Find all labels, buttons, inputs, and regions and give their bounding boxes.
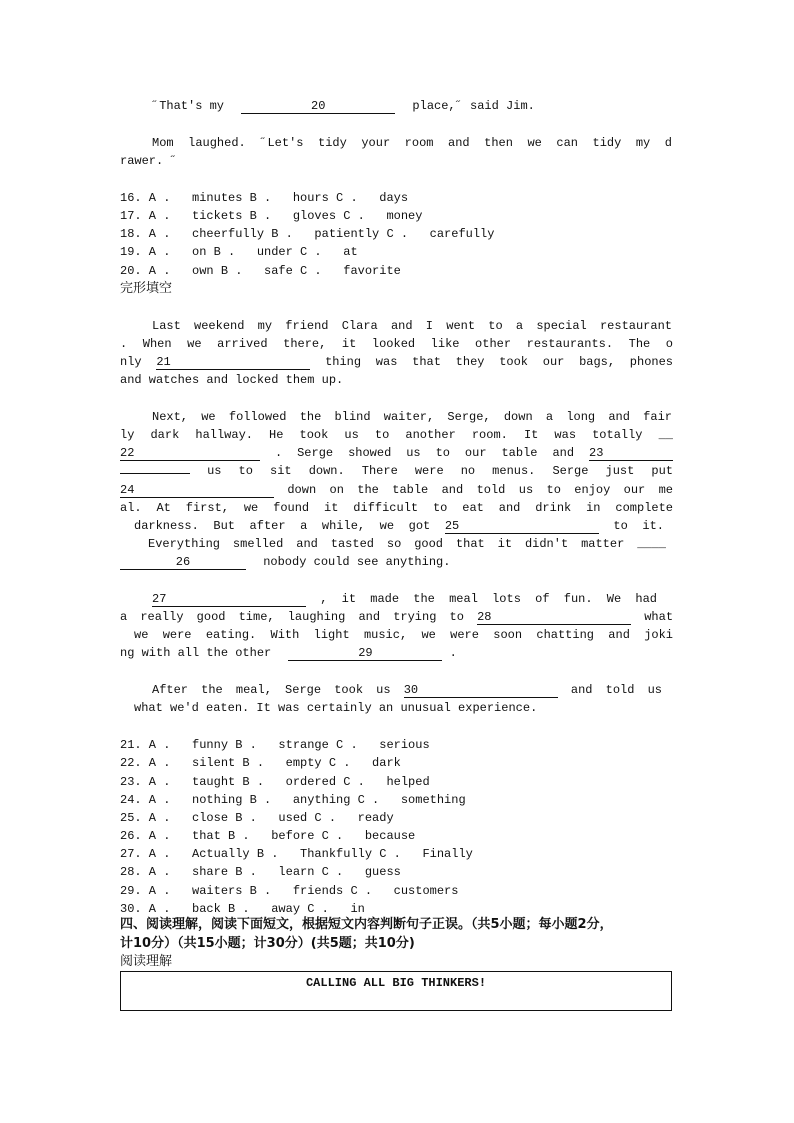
blank-21[interactable]: 21 bbox=[156, 355, 310, 370]
section4-subtitle: 阅读理解 bbox=[120, 954, 173, 969]
p1-line4: and watches and locked them up. bbox=[120, 373, 344, 387]
option-row: 21. A . funny B . strange C . serious bbox=[120, 738, 430, 752]
blank-30[interactable]: 30 bbox=[404, 683, 558, 698]
option-row: 27. A . Actually B . Thankfully C . Finally bbox=[120, 847, 473, 861]
blank-23[interactable]: 23 bbox=[589, 446, 673, 461]
blank-22[interactable]: 22 bbox=[120, 446, 260, 461]
passage1-line3: rawer. ˝ bbox=[120, 154, 178, 168]
text: ˝That's my bbox=[152, 99, 225, 113]
section-title-cloze: 完形填空 bbox=[120, 281, 173, 296]
text: . Serge showed us to our table and bbox=[274, 446, 575, 460]
blank-27[interactable]: 27 bbox=[152, 592, 306, 607]
p4-line2: what we'd eaten. It was certainly an unusual experience. bbox=[134, 701, 538, 715]
option-row: 23. A . taught B . ordered C . helped bbox=[120, 775, 430, 789]
section4-heading-line1: 四、阅读理解，阅读下面短文，根据短文内容判断句子正误。（共5小题；每小题2分， bbox=[120, 917, 613, 932]
blank-25[interactable]: 25 bbox=[445, 519, 599, 534]
blank-23-cont[interactable] bbox=[120, 473, 190, 474]
text: down on the table and told us to enjoy our me bbox=[287, 483, 673, 497]
p1-line1: Last weekend my friend Clara and I went to a special restaurant bbox=[152, 319, 672, 333]
p2-line4 bbox=[120, 462, 673, 480]
p2-line3 bbox=[120, 444, 673, 462]
option-row: 25. A . close B . used C . ready bbox=[120, 811, 394, 825]
text: ng with all the other bbox=[120, 646, 272, 660]
option-row: 22. A . silent B . empty C . dark bbox=[120, 756, 401, 770]
option-row: 26. A . that B . before C . because bbox=[120, 829, 416, 843]
p1-line3 bbox=[120, 353, 673, 371]
p3-line4 bbox=[120, 644, 673, 662]
p3-line2 bbox=[120, 608, 673, 626]
blank-20[interactable]: 20 bbox=[241, 99, 395, 114]
p2-line5 bbox=[120, 481, 673, 499]
option-row: 19. A . on B . under C . at bbox=[120, 245, 358, 259]
p3-line3: we were eating. With light music, we were soon chatting and joki bbox=[134, 628, 673, 642]
text: place,˝ said Jim. bbox=[412, 99, 535, 113]
text: . bbox=[449, 646, 457, 660]
blank-29[interactable]: 29 bbox=[288, 646, 442, 661]
passage1-line1 bbox=[152, 97, 572, 115]
text: nobody could see anything. bbox=[263, 555, 451, 569]
p3-line1 bbox=[152, 590, 657, 608]
option-row: 29. A . waiters B . friends C . customers bbox=[120, 884, 459, 898]
text: and told us bbox=[570, 683, 662, 697]
text: , it made the meal lots of fun. We had bbox=[320, 592, 657, 606]
p2-line8: Everything smelled and tasted so good that it didn't matter ____ bbox=[148, 537, 666, 551]
text: what bbox=[644, 610, 674, 624]
option-row: 24. A . nothing B . anything C . something bbox=[120, 793, 466, 807]
text: thing was that they took our bags, phones bbox=[325, 355, 674, 369]
text: darkness. But after a while, we got bbox=[134, 519, 431, 533]
blank-26[interactable]: 26 bbox=[120, 555, 246, 570]
option-row: 18. A . cheerfully B . patiently C . carefully bbox=[120, 227, 495, 241]
text: to it. bbox=[613, 519, 664, 533]
p2-line1: Next, we followed the blind waiter, Serge, down a long and fair bbox=[152, 410, 672, 424]
p1-line2: . When we arrived there, it looked like other restaurants. The o bbox=[120, 337, 673, 351]
option-row: 30. A . back B . away C . in bbox=[120, 902, 365, 916]
p4-line1 bbox=[152, 681, 662, 699]
option-row: 28. A . share B . learn C . guess bbox=[120, 865, 401, 879]
section4-heading-line2: 计10分）（共15小题；计30分）(共5题；共10分) bbox=[120, 936, 415, 951]
text: nly bbox=[120, 355, 142, 369]
text: After the meal, Serge took us bbox=[152, 683, 391, 697]
option-row: 16. A . minutes B . hours C . days bbox=[120, 191, 409, 205]
reading-passage-title: CALLING ALL BIG THINKERS! bbox=[305, 976, 487, 990]
blank-28[interactable]: 28 bbox=[477, 610, 631, 625]
reading-passage-box bbox=[120, 971, 672, 1011]
p2-line7 bbox=[134, 517, 664, 535]
p2-line6: al. At first, we found it difficult to eat and drink in complete bbox=[120, 501, 673, 515]
option-row: 17. A . tickets B . gloves C . money bbox=[120, 209, 423, 223]
text: a really good time, laughing and trying to bbox=[120, 610, 464, 624]
text: us to sit down. There were no menus. Serge just put bbox=[207, 464, 674, 478]
option-row: 20. A . own B . safe C . favorite bbox=[120, 264, 401, 278]
passage1-line2: Mom laughed. ˝Let's tidy your room and then we can tidy my d bbox=[152, 136, 672, 150]
p2-line2: ly dark hallway. He took us to another room. It was totally __ bbox=[120, 428, 673, 442]
blank-24[interactable]: 24 bbox=[120, 483, 274, 498]
p2-line9 bbox=[120, 553, 673, 571]
